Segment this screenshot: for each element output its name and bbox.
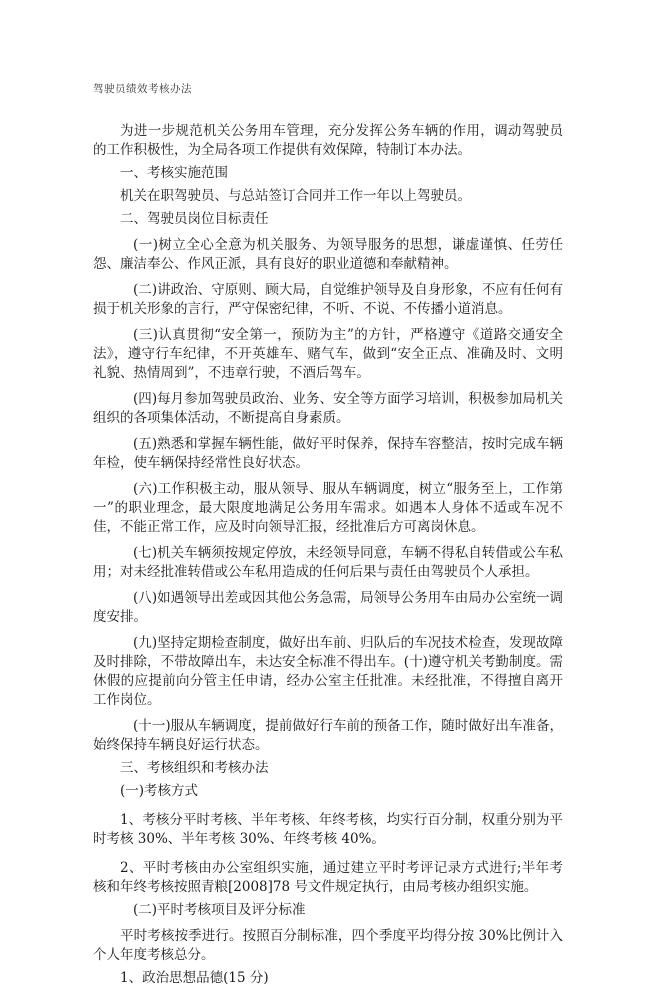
responsibility-item: (七)机关车辆须按规定停放，未经领导同意，车辆不得私自转借或公车私用；对未经批准转借或公车私用造成的任何后果与责任由驾驶员个人承担。 bbox=[93, 545, 563, 580]
section-heading-scope: 一、考核实施范围 bbox=[120, 165, 228, 181]
responsibility-item: (四)每月参加驾驶员政治、业务、安全等方面学习培训，积极参加局机关组织的各项集体活动，不断提高自身素质。 bbox=[93, 391, 563, 426]
intro-paragraph: 为进一步规范机关公务用车管理，充分发挥公务车辆的作用，调动驾驶员的工作积极性，为全局各项工作提供有效保障，特制订本办法。 bbox=[93, 123, 563, 158]
section-heading-responsibilities: 二、驾驶员岗位目标责任 bbox=[120, 211, 269, 227]
responsibility-item: (五)熟悉和掌握车辆性能，做好平时保养，保持车容整洁，按时完成车辆年检，使车辆保持经常性良好状态。 bbox=[93, 436, 563, 471]
scoring-item: 1、政治思想品德(15 分) bbox=[120, 970, 269, 986]
subsection-heading-scoring: (二)平时考核项目及评分标准 bbox=[133, 902, 306, 918]
responsibility-item: (一)树立全心全意为机关服务、为领导服务的思想，谦虚谨慎、任劳任怨、廉洁奉公、作风正派，具有良好的职业道德和奉献精神。 bbox=[93, 237, 563, 272]
method-item: 2、平时考核由办公室组织实施，通过建立平时考评记录方式进行;半年考核和年终考核按照青粮[2008]78 号文件规定执行，由局考核办组织实施。 bbox=[93, 860, 563, 895]
responsibility-item: (二)讲政治、守原则、顾大局，自觉维护领导及自身形象，不应有任何有损于机关形象的言行，严守保密纪律，不听、不说、不传播小道消息。 bbox=[93, 282, 563, 317]
scope-paragraph: 机关在职驾驶员、与总站签订合同并工作一年以上驾驶员。 bbox=[120, 188, 471, 204]
document-body bbox=[93, 122, 563, 988]
responsibility-item: (三)认真贯彻“安全第一，预防为主”的方针，严格遵守《道路交通安全法》，遵守行车纪律，不开英雄车、赌气车，做到“安全正点、准确及时、文明礼貌、热情周到”，不违章行驶，不酒后驾车。 bbox=[93, 327, 563, 381]
document-header: 驾驶员绩效考核办法 bbox=[93, 83, 192, 95]
responsibility-item: (八)如遇领导出差或因其他公务急需，局领导公务用车由局办公室统一调度安排。 bbox=[93, 590, 563, 625]
responsibility-item: (十一)服从车辆调度，提前做好行车前的预备工作，随时做好出车准备，始终保持车辆良好运行状态。 bbox=[93, 718, 563, 753]
method-item: 1、考核分平时考核、半年考核、年终考核，均实行百分制，权重分别为平时考核 30%、半年考核 30%、年终考核 40%。 bbox=[93, 812, 563, 847]
responsibility-item: (九)坚持定期检查制度，做好出车前、归队后的车况技术检查，发现故障及时排除，不带故障出车，未达安全标准不得出车。(十)遵守机关考勤制度。需休假的应提前向分管主任申请，经办公室主任批准。未经批准，不得擅自离开工作岗位。 bbox=[93, 635, 563, 708]
scoring-paragraph: 平时考核按季进行。按照百分制标准，四个季度平均得分按 30%比例计入个人年度考核总分。 bbox=[93, 928, 563, 963]
section-heading-assessment: 三、考核组织和考核办法 bbox=[120, 760, 269, 776]
subsection-heading-method: (一)考核方式 bbox=[120, 783, 199, 799]
responsibility-item: (六)工作积极主动，服从领导、服从车辆调度，树立“服务至上，工作第一”的职业理念，最大限度地满足公务用车需求。如遇本人身体不适或车况不佳，不能正常工作，应及时向领导汇报，经批准后方可离岗休息。 bbox=[93, 481, 563, 535]
